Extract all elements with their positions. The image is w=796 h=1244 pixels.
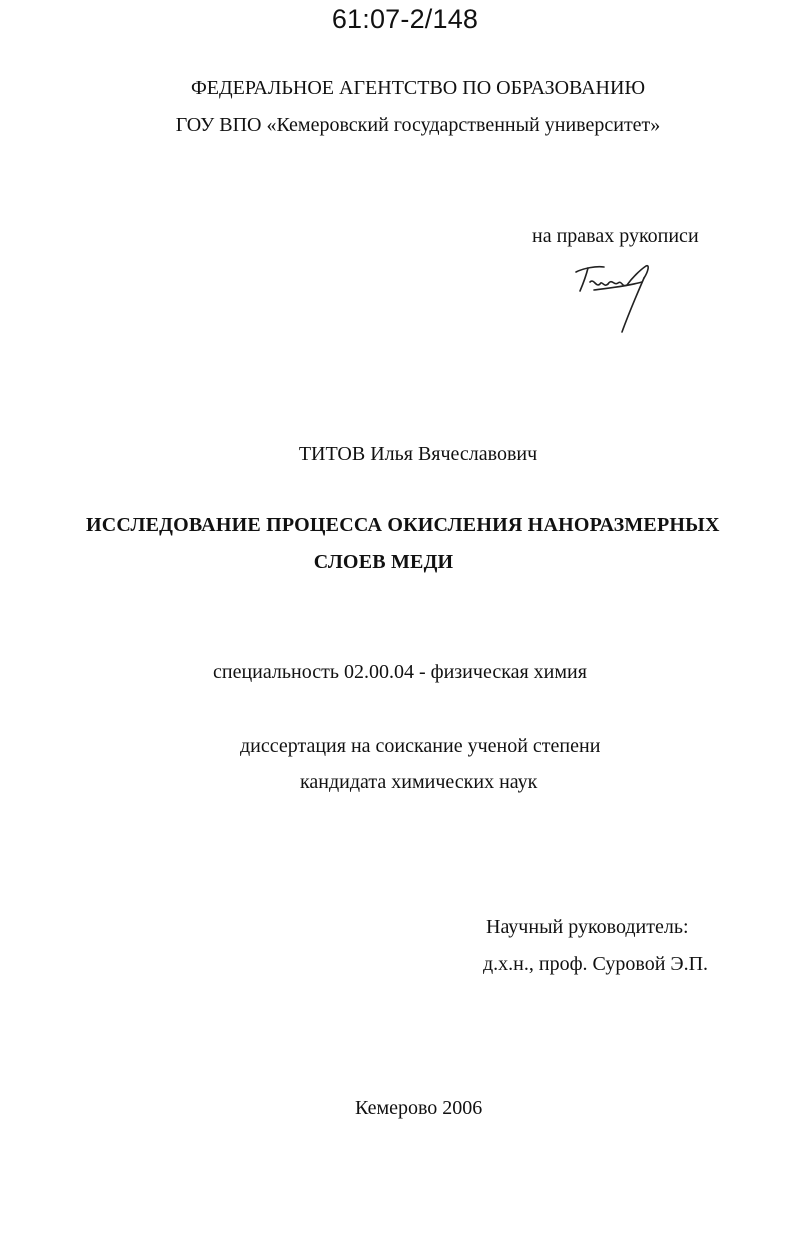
specialty: специальность 02.00.04 - физическая химия [213, 661, 587, 683]
place-and-year: Кемерово 2006 [355, 1097, 483, 1119]
supervisor-name: д.х.н., проф. Суровой Э.П. [483, 953, 709, 975]
dissertation-title-line-2: СЛОЕВ МЕДИ [313, 551, 454, 573]
dissertation-title-line-1: ИССЛЕДОВАНИЕ ПРОЦЕССА ОКИСЛЕНИЯ НАНОРАЗМЕРНЫХ [86, 514, 720, 536]
agency-name: ФЕДЕРАЛЬНОЕ АГЕНТСТВО ПО ОБРАЗОВАНИЮ [190, 77, 645, 99]
degree-line-1: диссертация на соискание ученой степени [240, 735, 601, 757]
university-name: ГОУ ВПО «Кемеровский государственный университет» [175, 114, 661, 136]
author-name: ТИТОВ Илья Вячеславович [298, 443, 538, 465]
archive-code-stamp: 61:07-2/148 [331, 4, 479, 34]
signature-icon [570, 258, 670, 338]
supervisor-label: Научный руководитель: [486, 916, 689, 938]
manuscript-note: на правах рукописи [532, 225, 699, 247]
degree-line-2: кандидата химических наук [300, 771, 538, 793]
